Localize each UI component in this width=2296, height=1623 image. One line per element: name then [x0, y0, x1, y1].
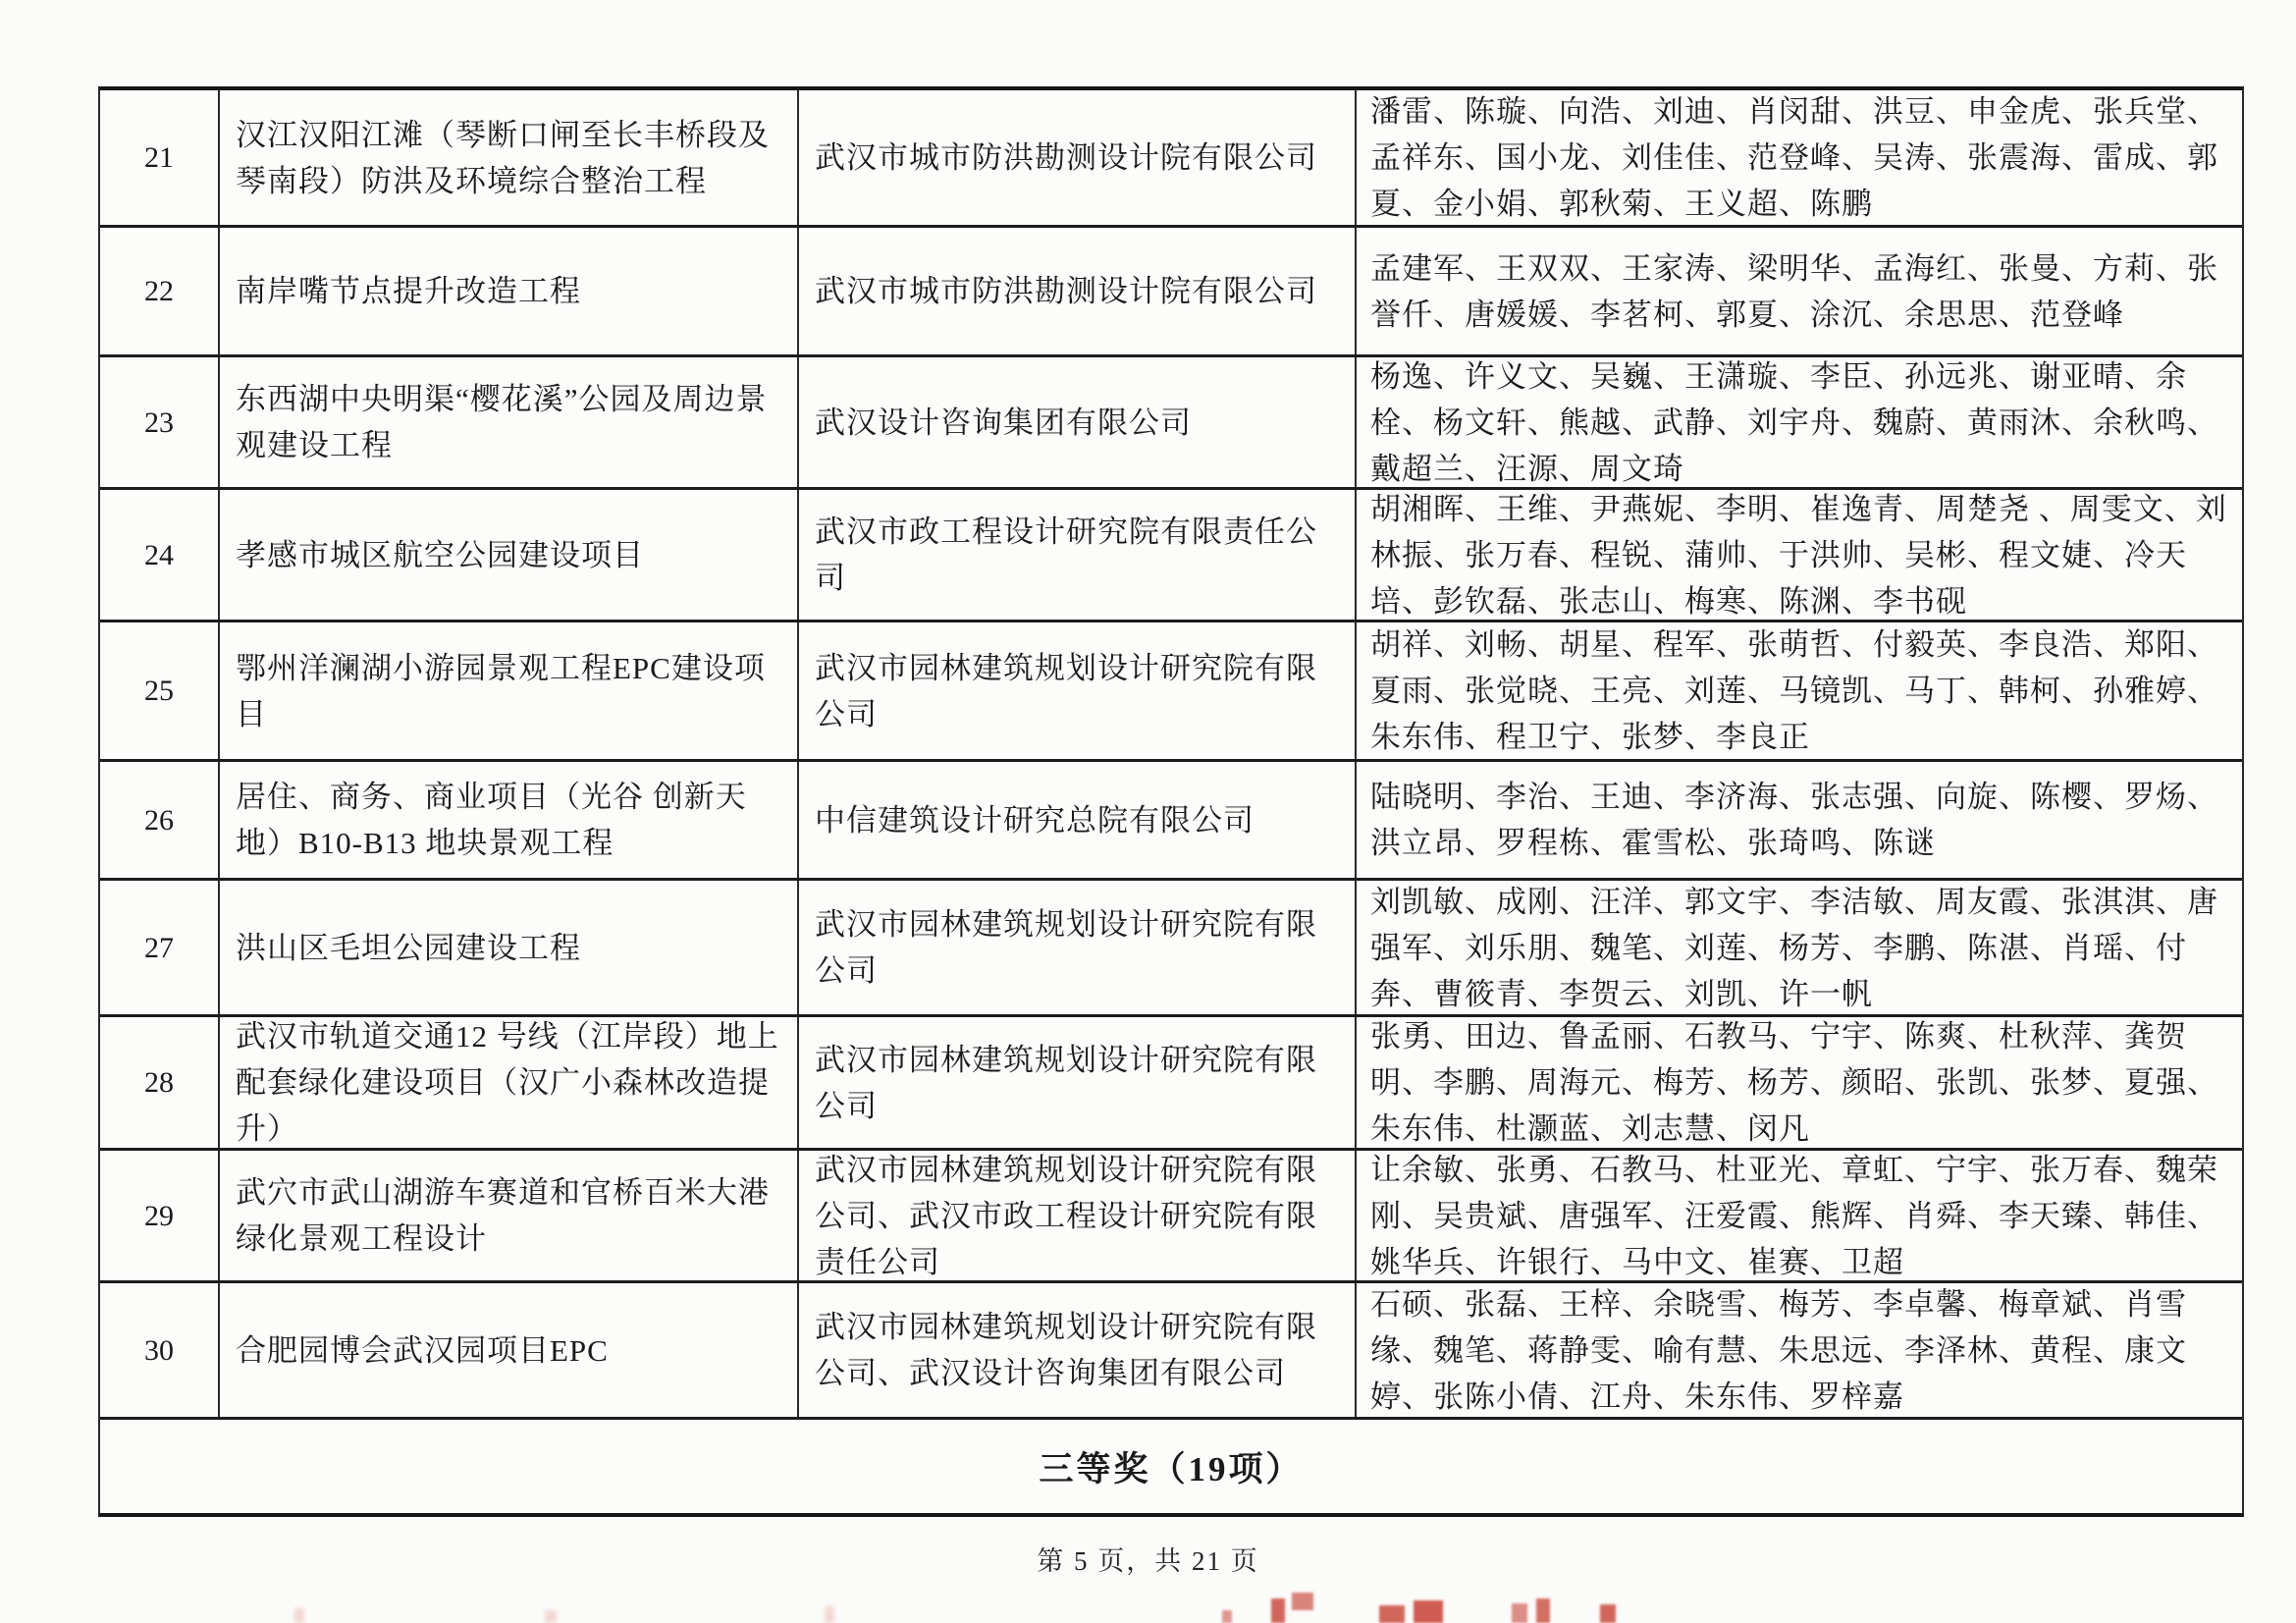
participant-names: 张勇、田边、鲁孟丽、石教马、宁宇、陈爽、杜秋萍、龚贺明、李鹏、周海元、梅芳、杨芳、颜昭、张凯、张梦、夏强、朱东伟、杜灏蓝、刘志慧、闵凡 [1370, 1019, 2218, 1146]
table-row [100, 1283, 2242, 1420]
table-row [100, 90, 2242, 228]
row-number: 29 [100, 1151, 220, 1280]
company-name: 武汉市园林建筑规划设计研究院有限公司 [799, 1017, 1357, 1148]
company-name: 武汉市政工程设计研究院有限责任公司 [799, 490, 1357, 620]
project-name: 武汉市轨道交通12 号线（江岸段）地上配套绿化建设项目（汉广小森林改造提升） [220, 1017, 799, 1148]
company-name: 武汉市城市防洪勘测设计院有限公司 [799, 228, 1357, 354]
participant-names: 杨逸、许义文、吴巍、王潇璇、李臣、孙远兆、谢亚晴、余栓、杨文轩、熊越、武静、刘宇舟、魏蔚、黄雨沐、余秋鸣、戴超兰、汪源、周文琦 [1370, 358, 2218, 486]
table-row [100, 762, 2242, 881]
red-stamp-fragment [825, 1606, 834, 1623]
table-row [100, 228, 2242, 357]
red-stamp-fragment [545, 1610, 557, 1623]
table-row [100, 357, 2242, 490]
red-stamp-fragment [1536, 1598, 1550, 1623]
participant-names: 胡湘晖、王维、尹燕妮、李明、崔逸青、周楚尧 、周雯文、刘林振、张万春、程锐、蒲帅、于洪帅、吴彬、程文婕、冷天培、彭钦磊、张志山、梅寒、陈渊、李书砚 [1370, 491, 2227, 619]
awards-table [98, 86, 2244, 1517]
table-row [100, 881, 2242, 1017]
participant-names: 陆晓明、李治、王迪、李济海、张志强、向旋、陈樱、罗炀、洪立昂、罗程栋、霍雪松、张琦鸣、陈谜 [1370, 780, 2218, 860]
participant-names: 孟建军、王双双、王家涛、梁明华、孟海红、张曼、方莉、张誉仟、唐媛媛、李茗柯、郭夏、涂沉、余思思、范登峰 [1370, 250, 2218, 332]
row-number: 21 [100, 90, 220, 225]
project-name: 武穴市武山湖游车赛道和官桥百米大港绿化景观工程设计 [220, 1151, 799, 1280]
company-name: 武汉市园林建筑规划设计研究院有限公司、武汉设计咨询集团有限公司 [799, 1283, 1357, 1417]
third-prize-heading: 三等奖（19项） [1039, 1449, 1304, 1488]
table-row [100, 1151, 2242, 1283]
red-stamp-fragment [1271, 1598, 1285, 1623]
project-name: 居住、商务、商业项目（光谷 创新天地）B10-B13 地块景观工程 [220, 762, 799, 878]
row-number: 30 [100, 1283, 220, 1417]
row-number: 28 [100, 1017, 220, 1148]
row-number: 22 [100, 228, 220, 354]
participant-names: 石硕、张磊、王梓、余晓雪、梅芳、李卓馨、梅章斌、肖雪缘、魏笔、蒋静雯、喻有慧、朱思远、李泽林、黄程、康文婷、张陈小倩、江舟、朱东伟、罗梓嘉 [1370, 1286, 2187, 1414]
project-name: 合肥园博会武汉园项目EPC [220, 1283, 799, 1417]
project-name: 汉江汉阳江滩（琴断口闸至长丰桥段及琴南段）防洪及环境综合整治工程 [220, 90, 799, 225]
red-stamp-fragment [1379, 1605, 1405, 1623]
participant-names: 潘雷、陈璇、向浩、刘迪、肖闵甜、洪豆、申金虎、张兵堂、孟祥东、国小龙、刘佳佳、范登峰、吴涛、张震海、雷成、郭夏、金小娟、郭秋菊、王义超、陈鹏 [1370, 94, 2218, 221]
participant-names: 让余敏、张勇、石教马、杜亚光、章虹、宁宇、张万春、魏荣刚、吴贵斌、唐强军、汪爱霞、熊辉、肖舜、李天臻、韩佳、姚华兵、许银行、马中文、崔赛、卫超 [1370, 1152, 2218, 1279]
participant-names: 刘凯敏、成刚、汪洋、郭文宇、李洁敏、周友霞、张淇淇、唐强军、刘乐朋、魏笔、刘莲、杨芳、李鹏、陈湛、肖瑶、付奔、曹筱青、李贺云、刘凯、许一帆 [1370, 884, 2218, 1011]
row-number: 27 [100, 881, 220, 1014]
row-number: 23 [100, 357, 220, 487]
company-name: 武汉设计咨询集团有限公司 [799, 357, 1357, 487]
company-name: 武汉市园林建筑规划设计研究院有限公司 [799, 881, 1357, 1014]
row-number: 24 [100, 490, 220, 620]
section-row-third-prize [100, 1420, 2242, 1513]
participant-names: 胡祥、刘畅、胡星、程军、张萌哲、付毅英、李良浩、郑阳、夏雨、张觉晓、王亮、刘莲、马镜凯、马丁、韩柯、孙雅婷、朱东伟、程卫宁、张梦、李良正 [1370, 627, 2218, 754]
project-name: 东西湖中央明渠“樱花溪”公园及周边景观建设工程 [220, 357, 799, 487]
red-stamp-fragment [1600, 1604, 1616, 1623]
company-name: 武汉市园林建筑规划设计研究院有限公司、武汉市政工程设计研究院有限责任公司 [799, 1151, 1357, 1280]
company-name: 武汉市园林建筑规划设计研究院有限公司 [799, 622, 1357, 759]
table-row [100, 1017, 2242, 1151]
project-name: 孝感市城区航空公园建设项目 [220, 490, 799, 620]
company-name: 武汉市城市防洪勘测设计院有限公司 [799, 90, 1357, 225]
red-stamp-fragment [1222, 1610, 1232, 1623]
red-stamp-fragment [1512, 1603, 1527, 1623]
red-stamp-fragment [1292, 1593, 1313, 1610]
row-number: 25 [100, 622, 220, 759]
red-stamp-fragment [294, 1608, 304, 1623]
table-row [100, 622, 2242, 762]
project-name: 南岸嘴节点提升改造工程 [220, 228, 799, 354]
company-name: 中信建筑设计研究总院有限公司 [799, 762, 1357, 878]
row-number: 26 [100, 762, 220, 878]
project-name: 洪山区毛坦公园建设工程 [220, 881, 799, 1014]
page-number-footer: 第 5 页，共 21 页 [1037, 1546, 1259, 1576]
table-row [100, 490, 2242, 622]
project-name: 鄂州洋澜湖小游园景观工程EPC建设项目 [220, 622, 799, 759]
red-stamp-fragment [1414, 1600, 1443, 1623]
